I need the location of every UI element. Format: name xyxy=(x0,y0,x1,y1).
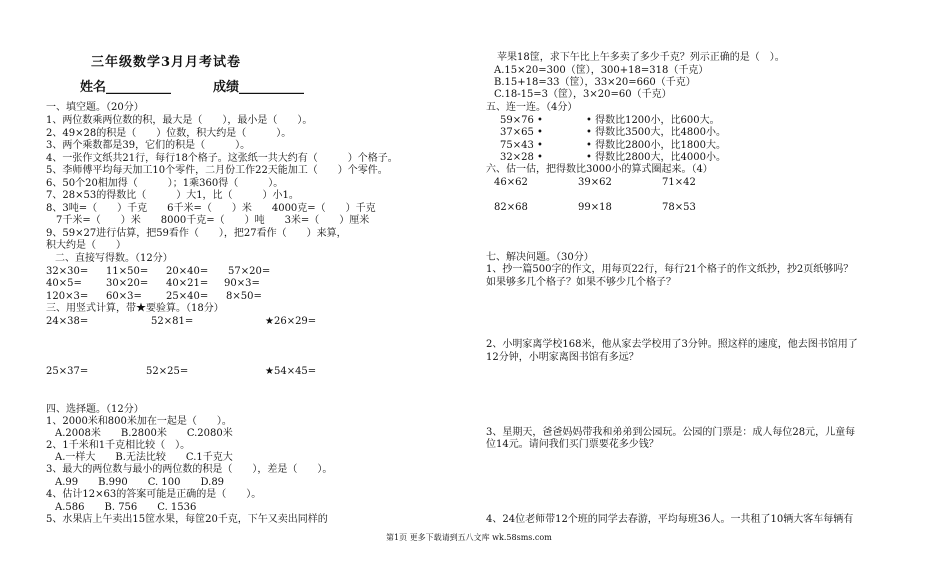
choice-5-continued: 苹果18筐，求下午比上午多卖了多少千克？列示正确的是（ ）。 xyxy=(497,52,785,63)
score-field: 成绩__________ xyxy=(213,80,305,95)
vertical-calc-item: ★26×29= xyxy=(265,316,317,327)
section-5-heading: 五、连一连。（4分） xyxy=(486,102,578,113)
problem-4-line-1: 4、24位老师带12个班的同学去春游，平均每班36人。一共租了10辆大客车每辆有 xyxy=(486,514,854,525)
question-3: 3、两个乘数都是39，它们的积是（ ）。 xyxy=(46,140,251,151)
choice-1: 1、2000米和800米加在一起是（ ）。 xyxy=(46,416,232,427)
question-9-line-2: 积大约是（ ） xyxy=(46,240,126,251)
vertical-calc-item: ★54×45= xyxy=(265,366,317,377)
question-4: 4、一张作文纸共21行，每行18个格子。这张纸一共大约有（ ）个格子。 xyxy=(46,153,398,164)
page-footer: 第1页 更多下载请到五八文库 wk.58sms.com xyxy=(386,533,552,542)
choice-5-option-c: C.18-15=3（筐），3×20=60（千克） xyxy=(494,89,672,100)
direct-calc-item: 20×40= xyxy=(166,266,209,277)
direct-calc-item: 40×21= xyxy=(166,278,209,289)
match-result: • 得数比3500大，比4800小。 xyxy=(586,127,726,138)
choice-5-option-b: B.15+18=33（筐），33×20=660（千克） xyxy=(494,77,696,88)
choice-5: 5、水果店上午卖出15筐水果，每筐20千克，下午又卖出同样的 xyxy=(46,514,328,525)
choice-4: 4、估计12×63的答案可能是正确的是（ ）。 xyxy=(46,489,262,500)
direct-calc-item: 25×40= xyxy=(166,291,209,302)
question-8-line-1: 8、3吨=（ ）千克 6千米=（ ）米 4000克=（ ）千克 xyxy=(46,203,376,214)
page-title: 三年级数学3月月考试卷 xyxy=(91,55,242,70)
problem-1-line-2: 如果够多几个格子？如果不够少几个格子？ xyxy=(486,277,676,288)
estimate-item: 39×62 xyxy=(578,177,612,188)
match-expression: 59×76 • xyxy=(500,115,543,126)
estimate-item: 46×62 xyxy=(494,177,528,188)
vertical-calc-item: 25×37= xyxy=(46,366,89,377)
problem-2-line-2: 12分钟，小明家离图书馆有多远？ xyxy=(486,352,639,363)
problem-3-line-1: 3、星期天，爸爸妈妈带我和弟弟到公园玩。公园的门票是：成人每位28元，儿童每 xyxy=(486,427,856,438)
choice-5-option-a: A.15×20=300（筐），300+18=318（千克） xyxy=(494,65,709,76)
match-expression: 75×43 • xyxy=(500,140,543,151)
section-1-heading: 一、填空题。（20分） xyxy=(46,102,144,113)
vertical-calc-item: 52×25= xyxy=(146,366,189,377)
estimate-item: 78×53 xyxy=(662,202,696,213)
direct-calc-item: 30×20= xyxy=(106,278,149,289)
section-2-heading: 二、直接写得数。（12分） xyxy=(55,253,173,264)
estimate-item: 99×18 xyxy=(578,202,612,213)
question-6: 6、50个20相加得（ ）；1乘360得（ ）。 xyxy=(46,178,284,189)
match-expression: 37×65 • xyxy=(500,127,543,138)
direct-calc-item: 90×3= xyxy=(224,278,260,289)
choice-1-options: A.2008米 B.2800米 C.2080米 xyxy=(55,428,233,439)
question-8-line-2: 7千米=（ ）米 8000千克=（ ）吨 3米=（ ）厘米 xyxy=(46,215,370,226)
direct-calc-item: 60×3= xyxy=(106,291,142,302)
section-4-heading: 四、选择题。（12分） xyxy=(46,404,144,415)
direct-calc-item: 40×5= xyxy=(46,278,82,289)
section-3-heading: 三、用竖式计算，带★要验算。（18分） xyxy=(46,303,224,314)
match-result: • 得数比1200小，比600大。 xyxy=(586,115,720,126)
vertical-calc-item: 52×81= xyxy=(151,316,194,327)
estimate-item: 71×42 xyxy=(662,177,696,188)
direct-calc-item: 57×20= xyxy=(228,266,271,277)
choice-2: 2、1千米和1千克相比较（ ）。 xyxy=(46,440,191,451)
choice-2-options: A.一样大 B.无法比较 C.1千克大 xyxy=(55,452,233,463)
match-result: • 得数比2800小，比1800大。 xyxy=(586,140,726,151)
match-expression: 32×28 • xyxy=(500,152,543,163)
direct-calc-item: 120×3= xyxy=(46,291,89,302)
question-2: 2、49×28的积是（ ）位数，积大约是（ ）。 xyxy=(46,128,292,139)
problem-3-line-2: 位14元。请问我们买门票要花多少钱？ xyxy=(486,439,659,450)
estimate-item: 82×68 xyxy=(494,202,528,213)
question-7: 7、28×53的得数比（ ）大1，比（ ）小1。 xyxy=(46,190,299,201)
section-6-heading: 六、估一估，把得数比3000小的算式圈起来。（4） xyxy=(486,164,713,175)
problem-2-line-1: 2、小明家离学校168米，他从家去学校用了3分钟。照这样的速度，他去图书馆用了 xyxy=(486,339,858,350)
direct-calc-item: 11×50= xyxy=(106,266,149,277)
choice-3: 3、最大的两位数与最小的两位数的积是（ ），差是（ ）。 xyxy=(46,464,333,475)
direct-calc-item: 8×50= xyxy=(226,291,262,302)
question-5: 5、李师傅平均每天加工10个零件，二月份工作22天能加工（ ）个零件。 xyxy=(46,165,388,176)
vertical-calc-item: 24×38= xyxy=(46,316,89,327)
section-7-heading: 七、解决问题。（30分） xyxy=(486,252,594,263)
question-9-line-1: 9、59×27进行估算，把59看作（ ），把27看作（ ）来算， xyxy=(46,228,347,239)
match-result: • 得数比2800大，比4000小。 xyxy=(586,152,726,163)
question-1: 1、两位数乘两位数的积，最大是（ ），最小是（ ）。 xyxy=(46,115,313,126)
choice-3-options: A.99 B.990 C. 100 D.89 xyxy=(55,477,225,488)
choice-4-options: A.586 B. 756 C. 1536 xyxy=(55,502,197,513)
direct-calc-item: 32×30= xyxy=(46,266,89,277)
problem-1-line-1: 1、抄一篇500字的作文，用每页22行，每行21个格子的作文纸抄，抄2页纸够吗？ xyxy=(486,264,854,275)
name-field: 姓名__________ xyxy=(80,80,172,95)
